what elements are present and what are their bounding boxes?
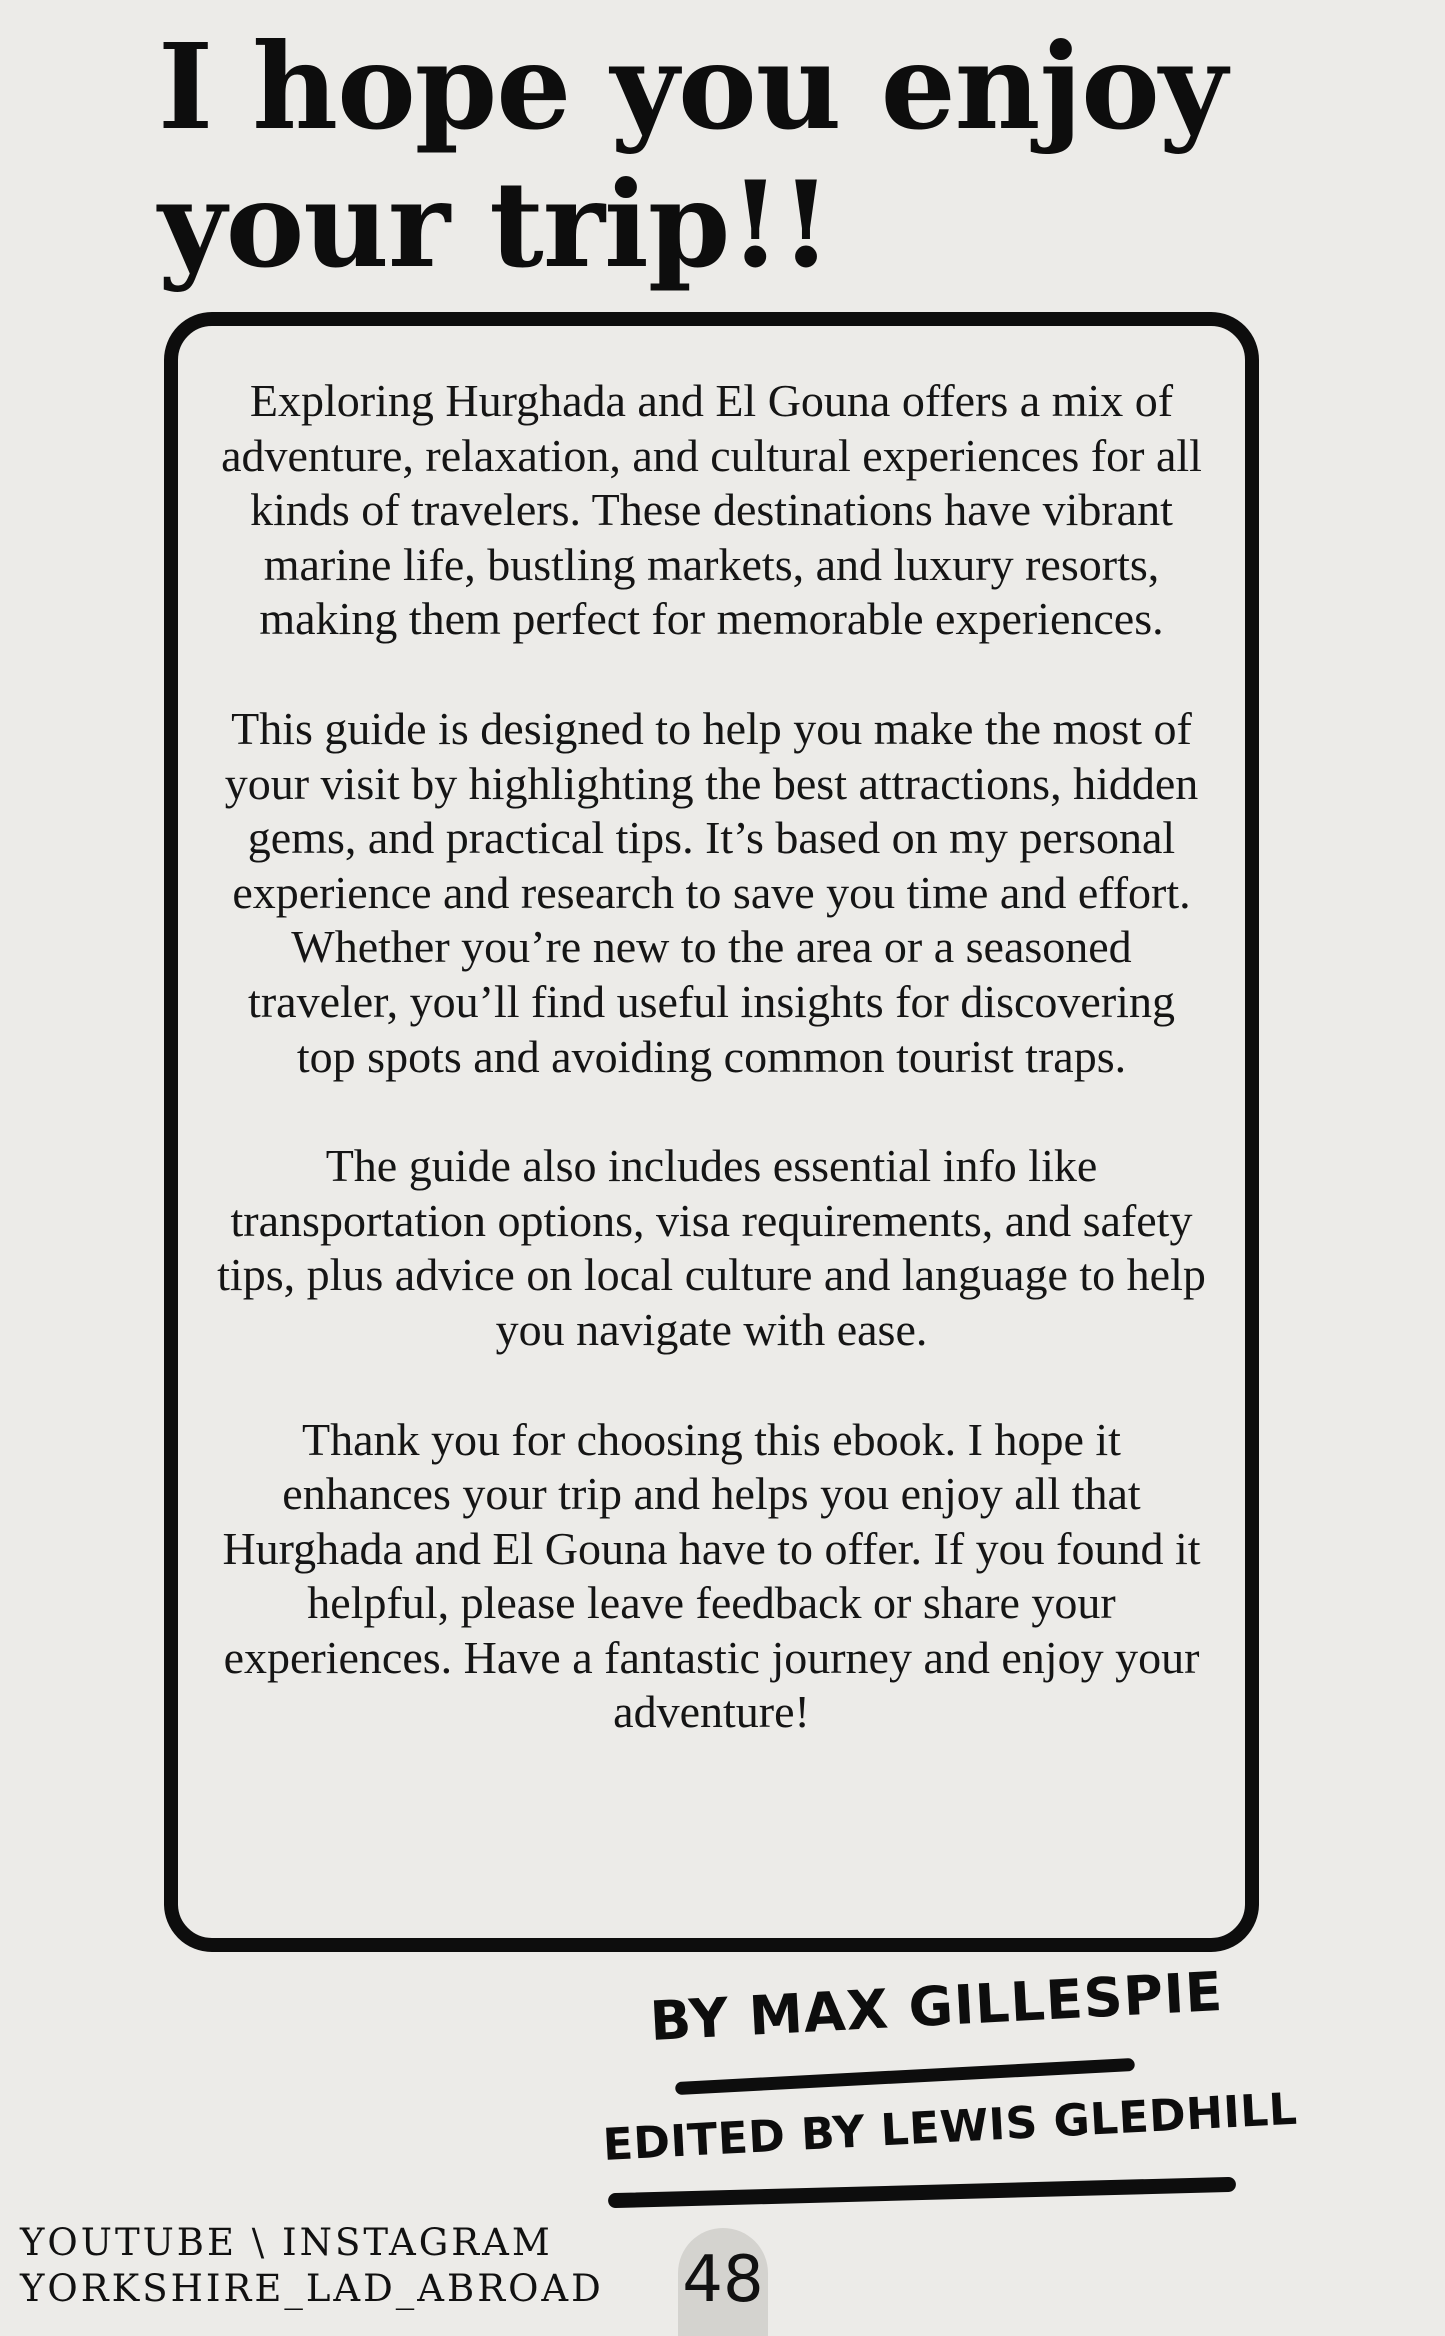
title-line-2: your trip!! <box>158 155 831 294</box>
social-handle: YORKSHIRE_LAD_ABROAD <box>20 2267 604 2310</box>
social-credits <box>20 2220 604 2312</box>
paragraph-essentials: The guide also includes essential info like transportation options, visa requirements, and safety tips, plus advice on local culture and language to help you navigate with ease. <box>217 1140 1206 1355</box>
author-underline-stroke <box>675 2058 1135 2095</box>
message-box <box>164 312 1259 1952</box>
page-title <box>158 18 1358 294</box>
author-credit: BY MAX GILLESPIE <box>648 1960 1225 2053</box>
page-number-badge <box>678 2228 768 2336</box>
paragraph-thanks: Thank you for choosing this ebook. I hope it enhances your trip and helps you enjoy all that Hurghada and El Gouna have to offer. If you found it helpful, please leave feedback or share your experiences. Have a fantastic journey and enjoy your adventure! <box>222 1413 1201 1738</box>
editor-underline-stroke <box>608 2177 1236 2208</box>
paragraph-guide: This guide is designed to help you make the most of your visit by highlighting the best attractions, hidden gems, and practical tips. It’s based on my personal experience and research to save you time and effort. Whether you’re new to the area or a seasoned traveler, you’ll find useful insights for discovering top spots and avoiding common tourist traps. <box>224 702 1199 1082</box>
page-number: 48 <box>682 2243 764 2317</box>
social-platforms: YOUTUBE \ INSTAGRAM <box>20 2221 553 2264</box>
title-line-1: I hope you enjoy <box>158 17 1227 156</box>
editor-credit: EDITED BY LEWIS GLEDHILL <box>601 2083 1299 2171</box>
paragraph-intro: Exploring Hurghada and El Gouna offers a mix of adventure, relaxation, and cultural experiences for all kinds of travelers. These destinations have vibrant marine life, bustling markets, and luxury resorts, making them perfect for memorable experiences. <box>221 375 1202 645</box>
